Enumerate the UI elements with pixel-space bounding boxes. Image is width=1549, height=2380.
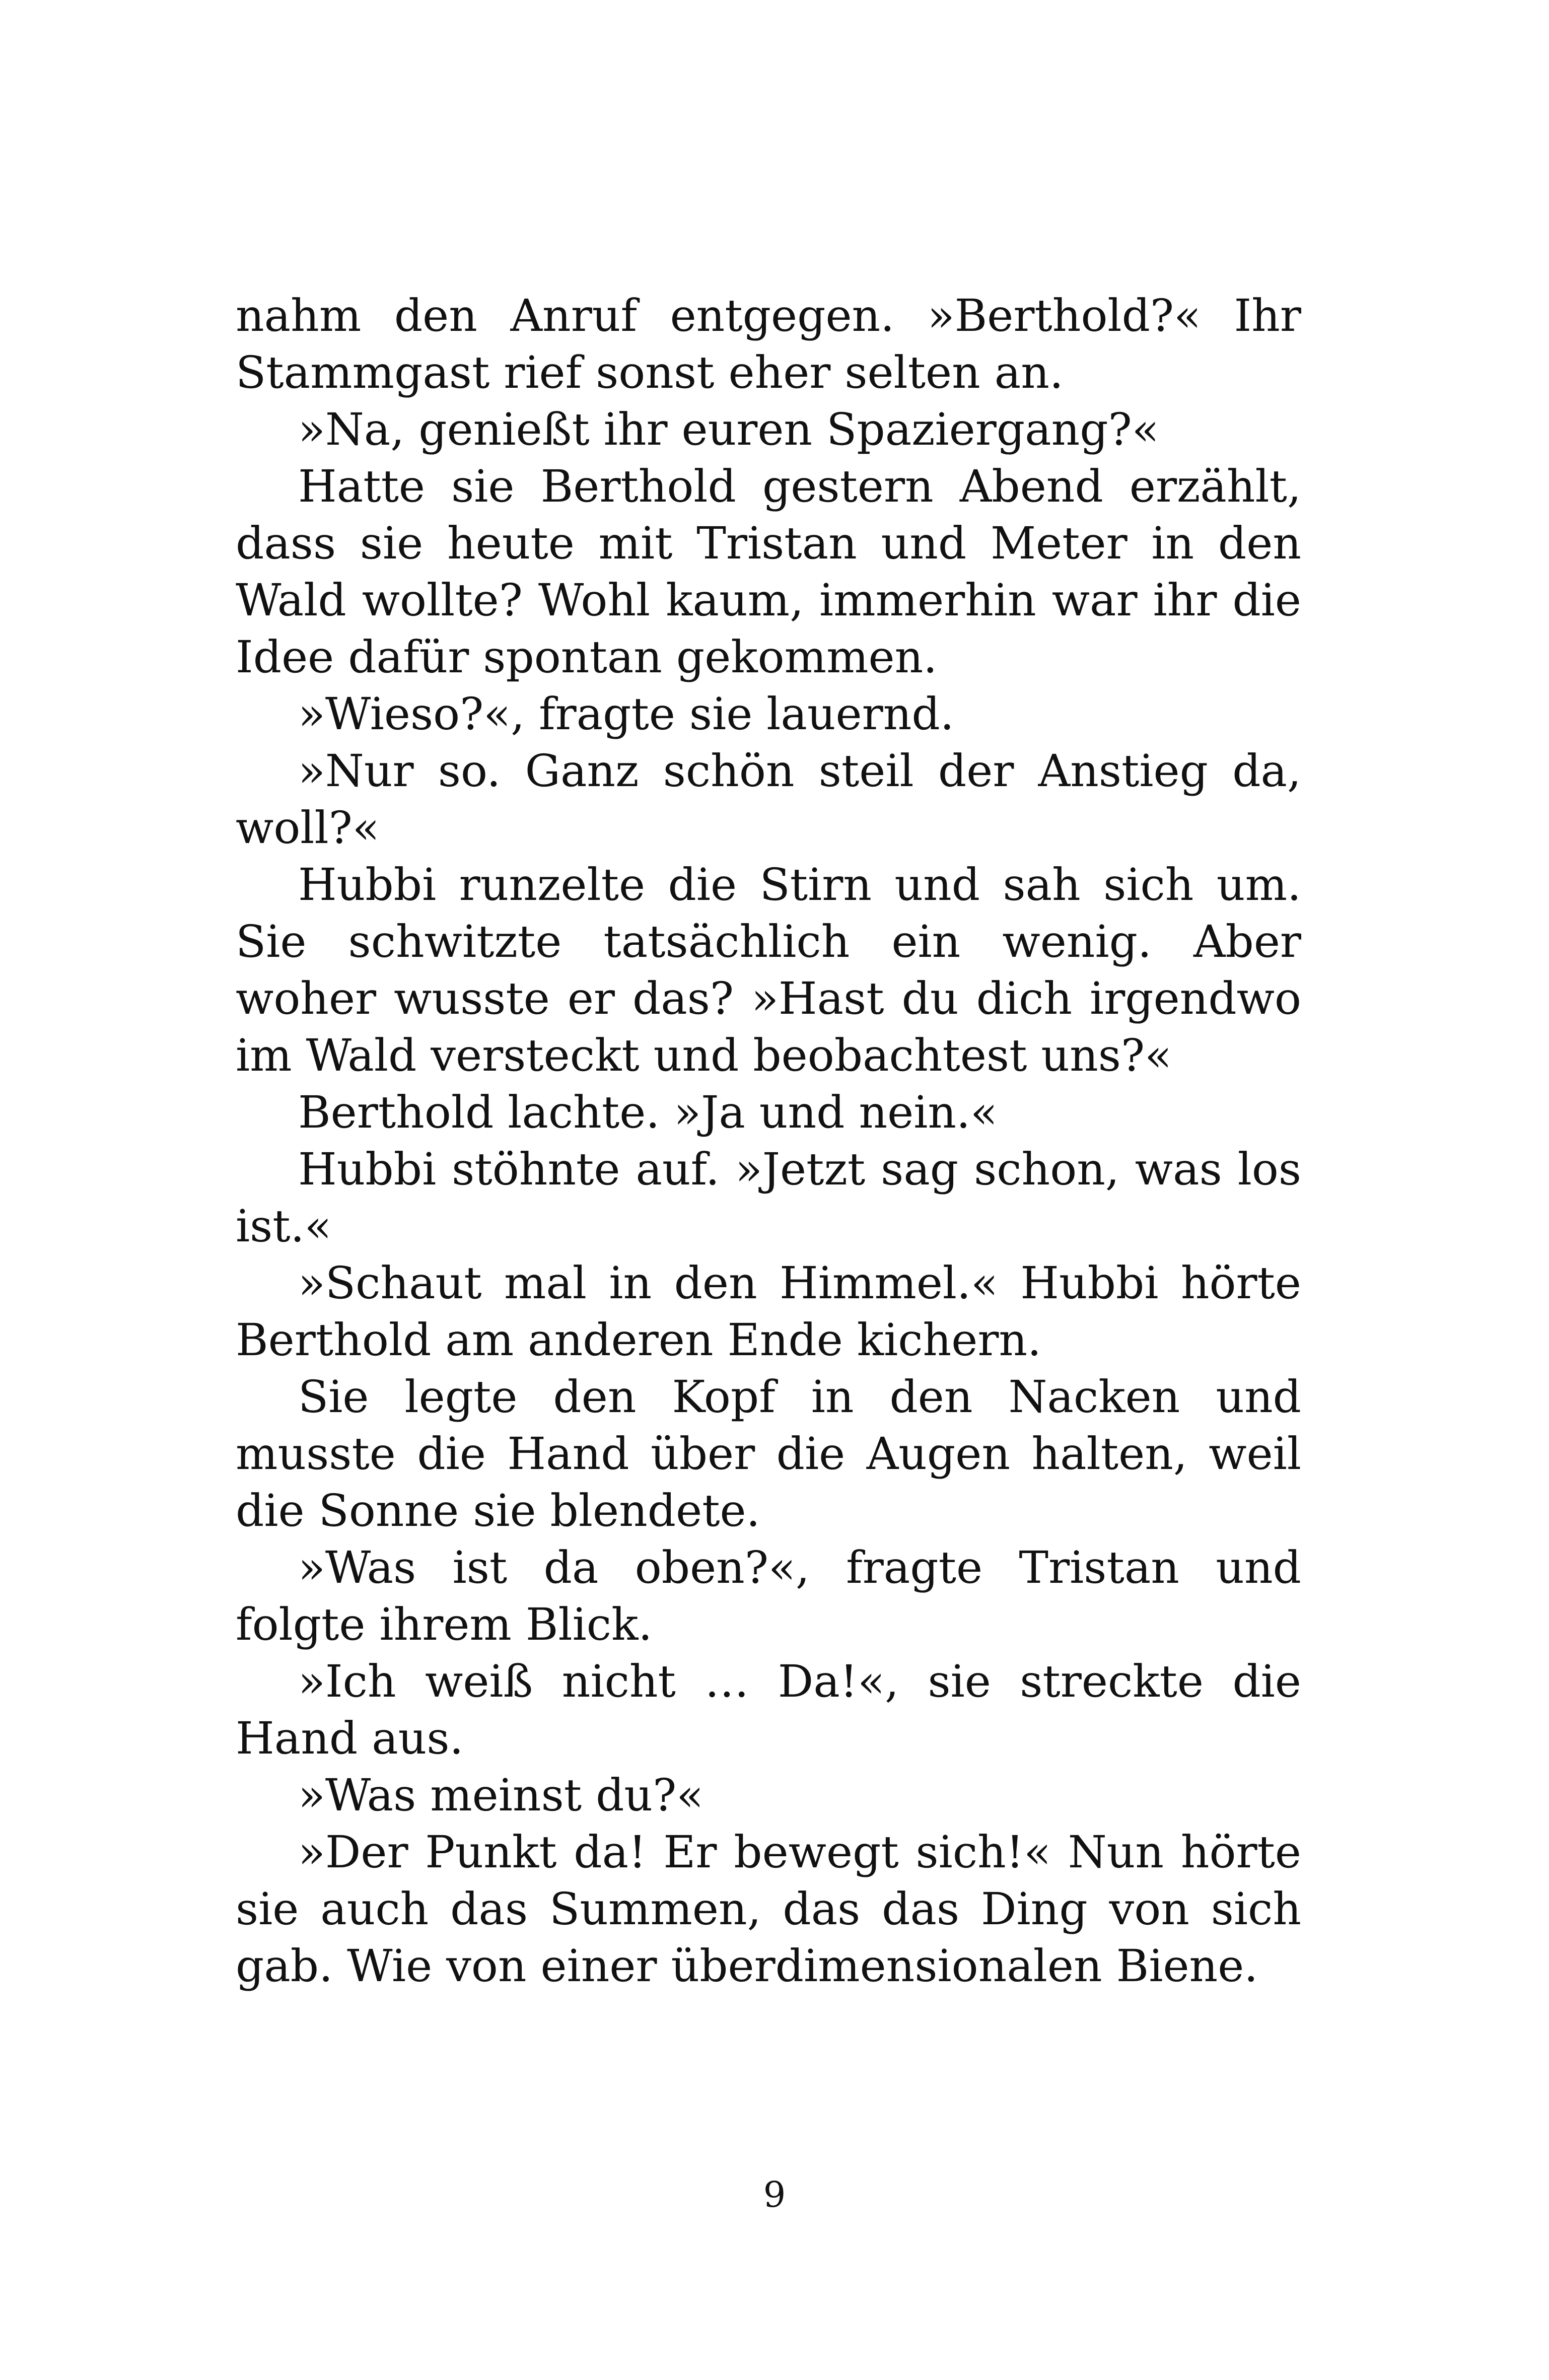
paragraph: »Der Punkt da! Er bewegt sich!« Nun hörte sie auch das Summen, das das Ding von sich gab. Wie von einer überdimensionalen Biene. [236,1826,1301,1992]
paragraph: Berthold lachte. »Ja und nein.« [298,1086,998,1138]
paragraph: Sie legte den Kopf in den Nacken und musste die Hand über die Augen halten, weil die Sonne sie blendete. [236,1371,1301,1536]
paragraph: Hubbi runzelte die Stirn und sah sich um. Sie schwitzte tatsächlich ein wenig. Aber woher wusste er das? »Hast du dich irgendwo im Wald versteckt und beobachtest uns?« [236,859,1301,1081]
body-text [236,287,1301,1994]
paragraph: »Schaut mal in den Himmel.« Hubbi hörte Berthold am anderen Ende kichern. [236,1257,1301,1366]
paragraph: »Na, genießt ihr euren Spaziergang?« [298,403,1159,455]
paragraph: nahm den Anruf entgegen. »Berthold?« Ihr Stammgast rief sonst eher selten an. [236,290,1301,398]
paragraph: »Was ist da oben?«, fragte Tristan und folgte ihrem Blick. [236,1542,1301,1650]
paragraph: »Ich weiß nicht … Da!«, sie streckte die Hand aus. [236,1655,1301,1764]
paragraph: Hubbi stöhnte auf. »Jetzt sag schon, was los ist.« [236,1143,1301,1252]
paragraph: »Wieso?«, fragte sie lauernd. [298,688,954,740]
page-number: 9 [763,2174,786,2215]
paragraph: »Nur so. Ganz schön steil der Anstieg da, woll?« [236,745,1301,854]
paragraph: Hatte sie Berthold gestern Abend erzählt, dass sie heute mit Tristan und Meter in den Wald wollte? Wohl kaum, immerhin war ihr die Idee dafür spontan gekommen. [236,460,1301,683]
paragraph: »Was meinst du?« [298,1769,704,1821]
